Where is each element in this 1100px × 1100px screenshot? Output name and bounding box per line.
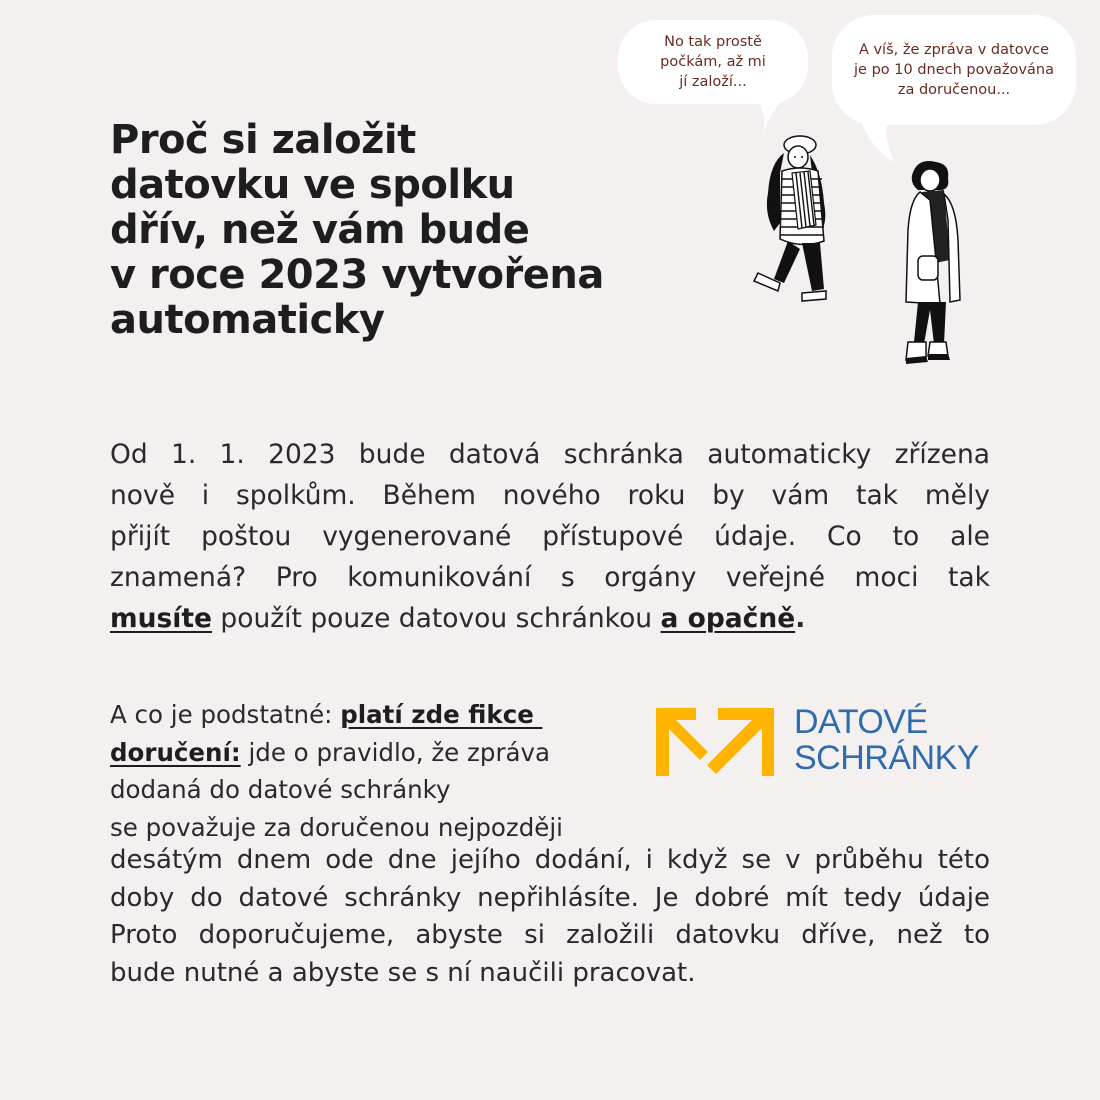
emphasis-delivery: doručení: xyxy=(110,737,241,767)
paragraph-line: znamená? Pro komunikování s orgány veřejné moci tak xyxy=(110,562,990,593)
logo-text-line: SCHRÁNKY xyxy=(794,739,979,777)
delivery-fiction-paragraph xyxy=(110,696,650,846)
paragraph-text: A co je podstatné: xyxy=(110,700,341,729)
paragraph-line xyxy=(110,598,990,639)
paragraph-line: doby do datové schránky nepřihlásíte. Je dobré mít tedy údaje xyxy=(110,882,990,913)
bubble-text-line: jí založí... xyxy=(679,74,747,90)
title-line: dřív, než vám bude xyxy=(110,207,530,253)
emphasis-must: musíte xyxy=(110,603,212,634)
recommendation-paragraph xyxy=(110,842,990,992)
title-line: datovku ve spolku xyxy=(110,162,515,208)
emphasis-delivery-fiction: platí zde fikce xyxy=(340,700,543,729)
intro-paragraph xyxy=(110,434,990,639)
paragraph-line: bude nutné a abyste se s ní naučili pracovat. xyxy=(110,957,696,988)
title-line: v roce 2023 vytvořena xyxy=(110,252,604,298)
paragraph-line: dodaná do datové schránky xyxy=(110,775,451,804)
bubble-text-line: A víš, že zpráva v datovce xyxy=(858,42,1050,58)
bubble-text-line: za doručenou... xyxy=(897,82,1011,98)
paragraph-line: Od 1. 1. 2023 bude datová schránka automaticky zřízena xyxy=(110,439,990,470)
title-line: automaticky xyxy=(110,297,385,343)
paragraph-line: přijít poštou vygenerované přístupové údaje. Co to ale xyxy=(110,521,990,552)
paragraph-line: Proto doporučujeme, abyste si založili datovku dříve, než to xyxy=(110,920,990,950)
envelope-arrows-icon xyxy=(656,706,776,778)
bubble-text-line: počkám, až mi xyxy=(660,54,766,70)
bubble-text-line: No tak prostě xyxy=(664,34,762,50)
paragraph-line: nově i spolkům. Během nového roku by vám tak měly xyxy=(110,480,990,511)
woman-with-beret-walking-icon xyxy=(740,133,840,308)
datove-schranky-logo xyxy=(656,703,996,781)
speech-bubble-left xyxy=(618,20,808,104)
bubble-text-line: je po 10 dnech považována xyxy=(854,62,1054,78)
paragraph-line: se považuje za doručenou nejpozději xyxy=(110,812,563,842)
paragraph-line xyxy=(110,734,650,772)
page-title xyxy=(110,118,670,343)
emphasis-vice-versa: a opačně xyxy=(660,603,796,634)
speech-bubble-right xyxy=(832,15,1076,125)
woman-in-white-coat-icon xyxy=(900,160,970,370)
paragraph-text: použít pouze datovou schránkou xyxy=(211,603,661,634)
paragraph-text: jde o pravidlo, že zpráva xyxy=(240,737,551,767)
paragraph-line: desátým dnem ode dne jejího dodání, i když se v průběhu této xyxy=(110,845,990,875)
paragraph-line xyxy=(110,696,650,734)
speech-bubble-tail-right xyxy=(860,118,900,164)
logo-wordmark xyxy=(794,704,979,776)
paragraph-text: . xyxy=(795,603,806,634)
logo-text-line: DATOVÉ xyxy=(794,703,928,741)
speech-bubble-tail-left xyxy=(752,98,792,134)
title-line: Proč si založit xyxy=(110,117,416,163)
